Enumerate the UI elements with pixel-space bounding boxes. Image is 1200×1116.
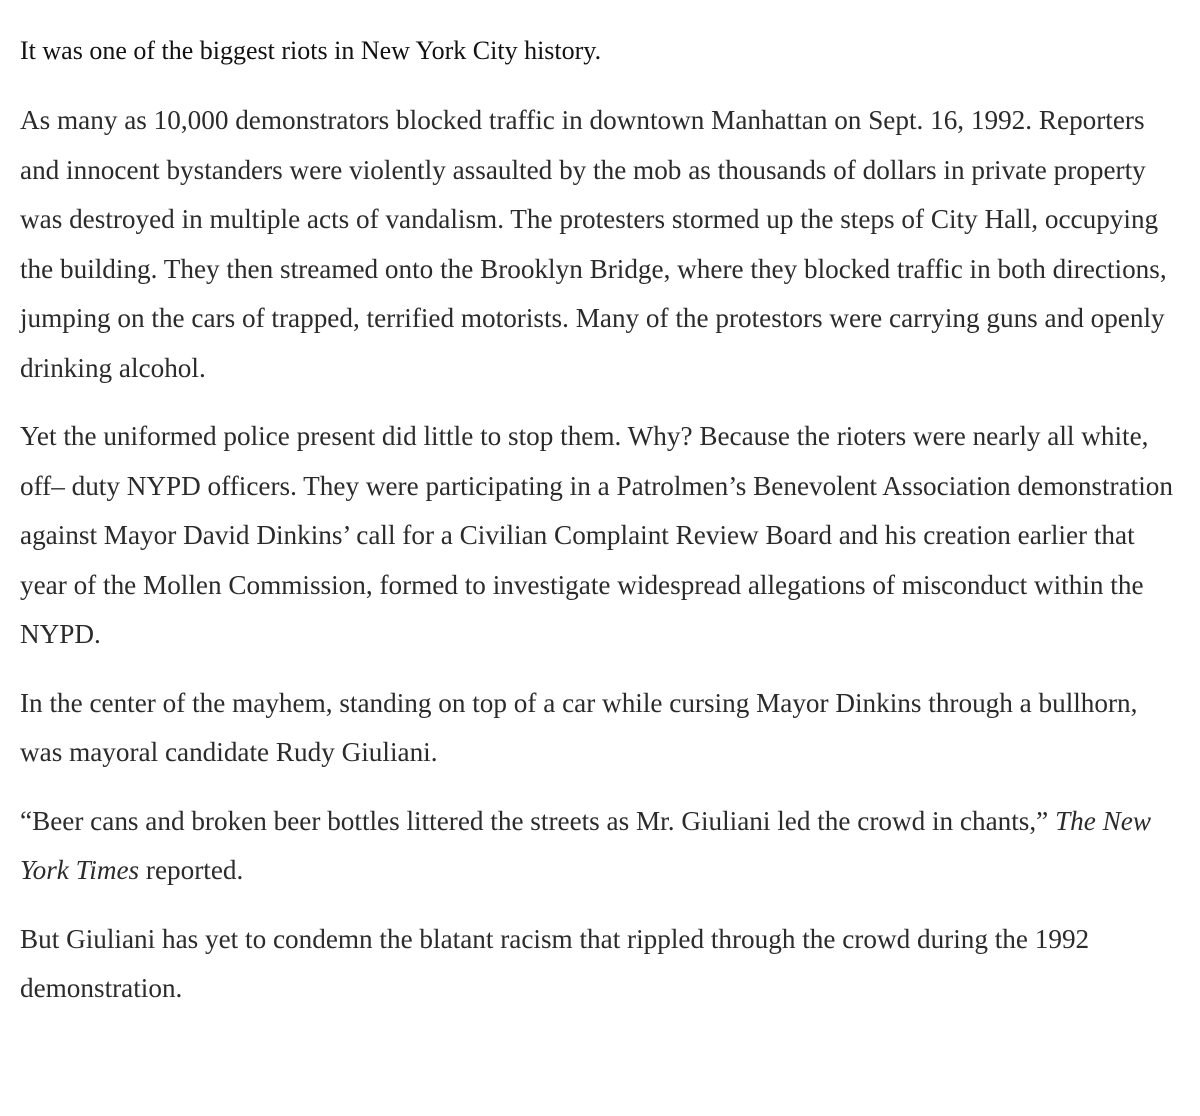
quote-text: “Beer cans and broken beer bottles littered the streets as Mr. Giuliani led the crowd in chants,” <box>20 805 1049 836</box>
paragraph-quote <box>20 797 1185 896</box>
lead-sentence: It was one of the biggest riots in New York City history. <box>20 36 602 65</box>
paragraph-police-response: Yet the uniformed police present did little to stop them. Why? Because the rioters were nearly all white, off– duty NYPD officers. They were participating in a Patrolmen’s Benevolent Association demonstration against Mayor David Dinkins’ call for a Civilian Complaint Review Board and his creation earlier that year of the Mollen Commission, formed to investigate widespread allegations of misconduct within the NYPD. <box>20 421 1173 649</box>
quote-suffix: reported. <box>145 855 244 885</box>
paragraph-closing: But Giuliani has yet to condemn the blatant racism that rippled through the crowd during the 1992 demonstration. <box>20 923 1090 1003</box>
paragraph-giuliani: In the center of the mayhem, standing on top of a car while cursing Mayor Dinkins through a bullhorn, was mayoral candidate Rudy Giuliani. <box>20 687 1138 767</box>
paragraph-riot-description: As many as 10,000 demonstrators blocked traffic in downtown Manhattan on Sept. 16, 1992. Reporters and innocent bystanders were violently assaulted by the mob as thousands of dollars in private property was destroyed in multiple acts of vandalism. The protesters stormed up the steps of City Hall, occupying the building. They then streamed onto the Brooklyn Bridge, where they blocked traffic in both directions, jumping on the cars of trapped, terrified motorists. Many of the protestors were carrying guns and openly drinking alcohol. <box>20 105 1167 383</box>
quote-source: The New York Times <box>20 805 1151 885</box>
article-body <box>20 32 1185 1033</box>
